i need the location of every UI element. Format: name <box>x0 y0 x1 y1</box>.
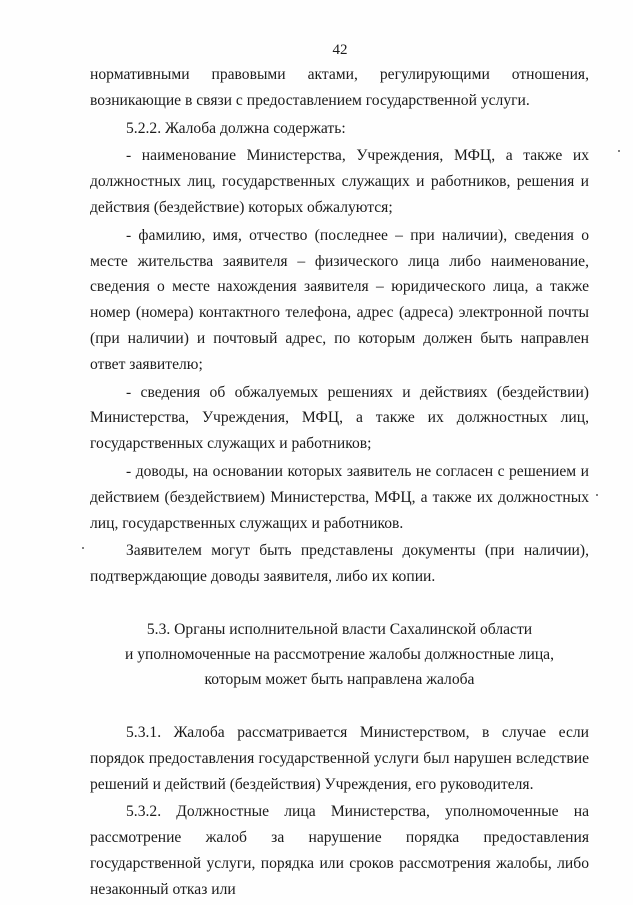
section-heading-line: 5.3. Органы исполнительной власти Сахалинской области <box>146 620 533 638</box>
paragraph-5-2-2-intro: 5.2.2. Жалоба должна содержать: <box>126 119 346 137</box>
document-body <box>90 62 589 903</box>
paragraph-continuation: нормативными правовыми актами, регулирующими отношения, возникающие в связи с предоставлением государственной услуги. <box>90 66 589 109</box>
scan-speck <box>618 150 620 152</box>
paragraph-documents: Заявителем могут быть представлены документы (при наличии), подтверждающие доводы заявителя, либо их копии. <box>90 542 589 586</box>
section-heading-5-3 <box>90 617 589 692</box>
section-heading-line: которым может быть направлена жалоба <box>204 670 475 688</box>
list-item-name: - наименование Министерства, Учреждения, МФЦ, а также их должностных лиц, государственных служащих и работников, решения и действия (бездействие) которых обжалуются; <box>90 147 589 216</box>
section-heading-line: и уполномоченные на рассмотрение жалобы должностные лица, <box>124 645 555 663</box>
scan-speck <box>82 547 84 549</box>
list-item-applicant-details: - фамилию, имя, отчество (последнее – при наличии), сведения о месте жительства заявителя – физического лица либо наименование, сведения о месте нахождения заявителя – юридического лица, а также номер (номера) контактного телефона, адрес (адреса) электронной почты (при наличии) и почтовый адрес, по которым должен быть направлен ответ заявителю; <box>90 226 589 373</box>
paragraph-5-3-2: 5.3.2. Должностные лица Министерства, уполномоченные на рассмотрение жалоб за нарушение порядка предоставления государственной услуги, порядка или сроков рассмотрения жалобы, либо незаконный отказ или <box>90 803 589 898</box>
list-item-arguments: - доводы, на основании которых заявитель не согласен с решением и действием (бездействием) Министерства, МФЦ, а также их должностных лиц, государственных служащих и работников. <box>90 462 589 532</box>
page-number: 42 <box>332 42 348 58</box>
paragraph-5-3-1: 5.3.1. Жалоба рассматривается Министерством, в случае если порядок предоставления государственной услуги был нарушен вследствие решений и действий (бездействия) Учреждения, его руководителя. <box>90 723 589 793</box>
scan-speck <box>596 494 598 496</box>
list-item-decisions: - сведения об обжалуемых решениях и действиях (бездействии) Министерства, Учреждения, МФЦ, а также их должностных лиц, государственных служащих и работников; <box>90 383 589 453</box>
